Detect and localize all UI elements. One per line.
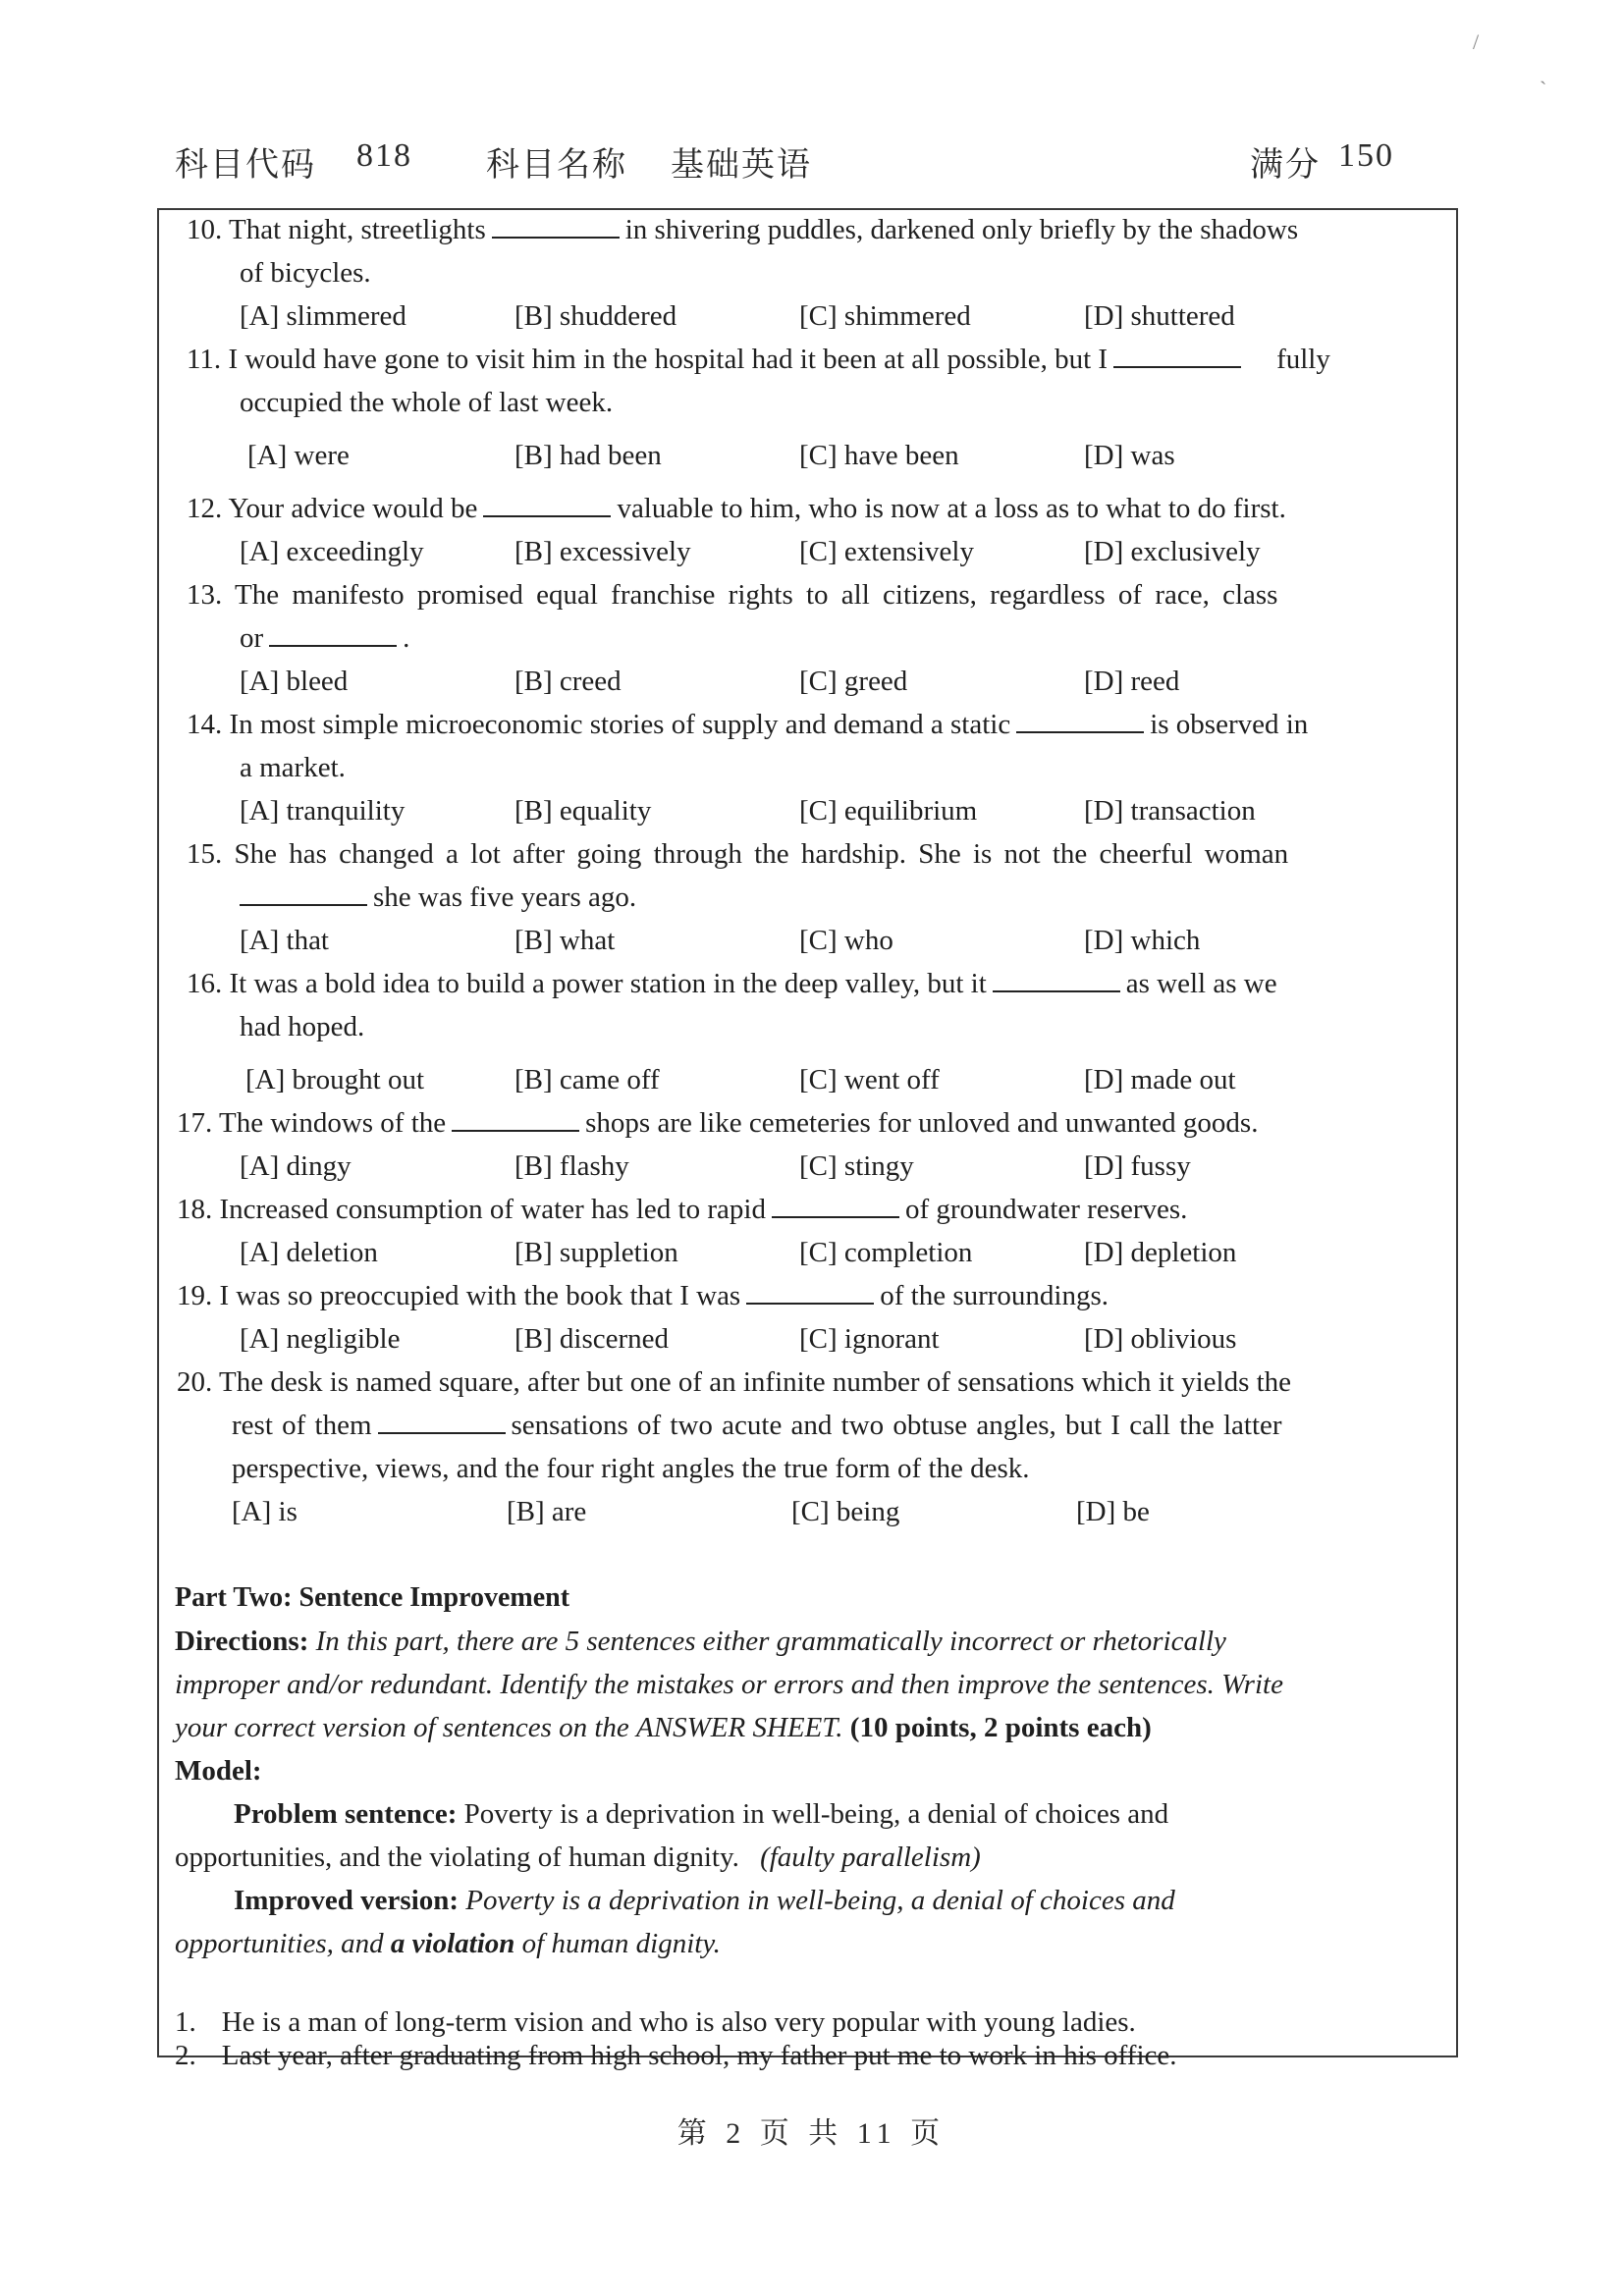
- option-b: [B] came off: [514, 1064, 660, 1095]
- option-c: [C] equilibrium: [799, 795, 978, 827]
- option-a: [A] negligible: [240, 1323, 401, 1355]
- part-two-title: Part Two: Sentence Improvement: [175, 1582, 570, 1613]
- option-a: [A] deletion: [240, 1237, 378, 1268]
- directions: Directions: In this part, there are 5 sentences either grammatically incorrect or rhetorically: [175, 1626, 1226, 1657]
- question-16: 16. It was a bold idea to build a power station in the deep valley, but it as well as we: [187, 968, 1277, 999]
- option-b: [B] flashy: [514, 1150, 629, 1182]
- option-b: [B] had been: [514, 440, 662, 471]
- option-c: [C] shimmered: [799, 300, 971, 332]
- option-d: [D] depletion: [1084, 1237, 1237, 1268]
- option-a: [A] dingy: [240, 1150, 352, 1182]
- option-a: [A] slimmered: [240, 300, 406, 332]
- subject-code-value: 818: [356, 137, 412, 174]
- option-c: [C] completion: [799, 1237, 973, 1268]
- option-a: [A] is: [232, 1496, 298, 1527]
- option-b: [B] are: [507, 1496, 587, 1527]
- question-12: 12. Your advice would be valuable to him, who is now at a loss as to what to do first.: [187, 493, 1286, 524]
- option-c: [C] extensively: [799, 536, 974, 567]
- subject-name-label: 科目名称: [486, 147, 627, 184]
- option-b: [B] shuddered: [514, 300, 677, 332]
- option-c: [C] being: [791, 1496, 900, 1527]
- option-b: [B] creed: [514, 666, 622, 697]
- question-18: 18. Increased consumption of water has led to rapid of groundwater reserves.: [177, 1194, 1188, 1225]
- exam-header: [175, 137, 1407, 196]
- question-15: 15. She has changed a lot after going through the hardship. She is not the cheerful woman: [187, 838, 1289, 870]
- option-d: [D] transaction: [1084, 795, 1256, 827]
- option-c: [C] went off: [799, 1064, 940, 1095]
- option-c: [C] greed: [799, 666, 908, 697]
- question-14: 14. In most simple microeconomic stories of supply and demand a static is observed in: [187, 709, 1309, 740]
- question-11: 11. I would have gone to visit him in the hospital had it been at all possible, but I fully: [187, 344, 1330, 375]
- option-a: [A] were: [247, 440, 350, 471]
- list-item: 1. He is a man of long-term vision and who is also very popular with young ladies.: [175, 2006, 1136, 2038]
- option-c: [C] ignorant: [799, 1323, 940, 1355]
- full-score-label: 满分: [1250, 147, 1321, 184]
- option-b: [B] what: [514, 925, 616, 956]
- option-d: [D] fussy: [1084, 1150, 1191, 1182]
- option-a: [A] that: [240, 925, 329, 956]
- option-d: [D] was: [1084, 440, 1175, 471]
- option-a: [A] bleed: [240, 666, 349, 697]
- page-number: 第 2 页 共 11 页: [676, 2117, 947, 2150]
- list-item: 2. Last year, after graduating from high school, my father put me to work in his office.: [175, 2040, 1177, 2071]
- question-17: 17. The windows of the shops are like cemeteries for unloved and unwanted goods.: [177, 1107, 1259, 1139]
- full-score-value: 150: [1338, 137, 1394, 174]
- option-a: [A] exceedingly: [240, 536, 424, 567]
- option-b: [B] discerned: [514, 1323, 670, 1355]
- option-d: [D] exclusively: [1084, 536, 1261, 567]
- improved-version: Improved version: Poverty is a deprivation in well-being, a denial of choices and: [234, 1885, 1175, 1916]
- option-c: [C] stingy: [799, 1150, 914, 1182]
- option-d: [D] shuttered: [1084, 300, 1235, 332]
- problem-sentence: Problem sentence: Poverty is a deprivation in well-being, a denial of choices and: [234, 1798, 1169, 1830]
- option-d: [D] be: [1076, 1496, 1150, 1527]
- option-d: [D] made out: [1084, 1064, 1236, 1095]
- option-a: [A] brought out: [245, 1064, 425, 1095]
- subject-name-value: 基础英语: [671, 147, 812, 184]
- content-frame: 10. That night, streetlights in shivering puddles, darkened only briefly by the shadows of bicycles. [A] slimmered [B] shuddered [C] shimmered [D] shuttered 11. I would have gone to visit him in the hospital had it been at all possible, but I fully occupied the whole of last week. [A] were [B] had been [C] have been [D] was 12. Your advice would be valuable to him, who is now at a loss as to what to do first. [A] exceedingly [B] excessively [C] extensively [D] exclusively 13. The manifesto promised equal franchise rights to all citizens, regardless of race, class or . [A] bleed [B] creed [C] greed [D] reed 14. In most simple microeconomic stories of supply and demand a static is observed in a market. [A] tranquility [B] equality [C] equilibrium [D] transaction 15. She has changed a lot after going through the hardship. She is not the cheerful woman she was five years ago. [A] that [B] what [C] who [D] which 16. It was a bold idea to build a power station in the deep valley, but it as well as we had hoped. [A] brought out [B] came off [C] went off [D] made out 17. The windows of the shops are like cemeteries for unloved and unwanted goods. [A] dingy [B] flashy [C] stingy [D] fussy 18. Increased consumption of water has led to rapid of groundwater reserves. [A] deletion [B] suppletion [C] completion [D] depletion 19. I was so preoccupied with the book that I was of the surroundings. [A] negligible [B] discerned [C] ignorant [D] oblivious 20. The desk is named square, after but one of an infinite number of sensations which it yields the rest of them sensations of two acute and two obtuse angles, but I call the latter perspective, views, and the four right angles the true form of the desk. [A] is [B] are [C] being [D] be Part Two: Sentence Improvement Directions: In this part, there are 5 sentences either grammatically incorrect or rhetorically improper and/or redundant. Identify the mistakes or errors and then improve the sentences. Write your correct version of sentences on the ANSWER SHEET. (10 points, 2 points each) Model: Problem sentence: Poverty is a deprivation in well-being, a denial of choices and opportunities, and the violating of human dignity. (faulty parallelism) Improved version: Poverty is a deprivation in well-being, a denial of choices and opportunities, and a violation of human dignity. 1. He is a man of long-term vision and who is also very popular with young ladies. 2. Last year, after graduating from high school, my father put me to work in his office.: [157, 208, 1458, 2057]
- question-20: 20. The desk is named square, after but one of an infinite number of sensations which it yields the: [177, 1366, 1292, 1398]
- question-10: 10. That night, streetlights in shivering puddles, darkened only briefly by the shadows: [187, 214, 1299, 245]
- option-c: [C] who: [799, 925, 893, 956]
- model-label: Model:: [175, 1755, 262, 1787]
- option-b: [B] suppletion: [514, 1237, 678, 1268]
- option-d: [D] reed: [1084, 666, 1180, 697]
- option-b: [B] excessively: [514, 536, 691, 567]
- subject-code-label: 科目代码: [175, 147, 316, 184]
- option-c: [C] have been: [799, 440, 959, 471]
- option-a: [A] tranquility: [240, 795, 406, 827]
- question-19: 19. I was so preoccupied with the book that I was of the surroundings.: [177, 1280, 1109, 1311]
- option-d: [D] which: [1084, 925, 1201, 956]
- question-13: 13. The manifesto promised equal franchise rights to all citizens, regardless of race, class: [187, 579, 1278, 611]
- option-b: [B] equality: [514, 795, 652, 827]
- option-d: [D] oblivious: [1084, 1323, 1237, 1355]
